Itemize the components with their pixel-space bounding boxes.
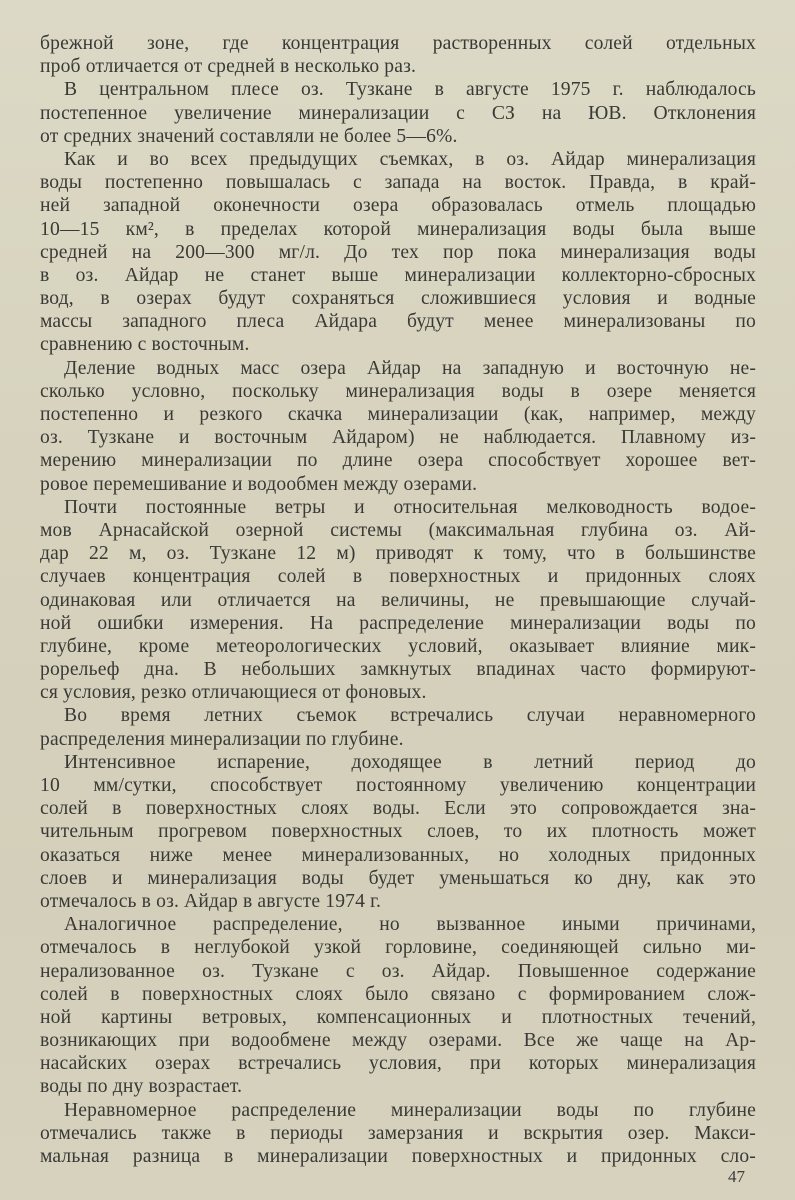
paragraph — [40, 704, 756, 750]
text-line: постепенное увеличение минерализации с СЗ на ЮВ. Отклонения — [40, 102, 756, 124]
text-line: случаев концентрация солей в поверхностных и придонных слоях — [40, 566, 756, 588]
text-line: средней на 200—300 мг/л. До тех пор пока минерализация воды — [40, 241, 756, 263]
paragraph — [40, 496, 756, 705]
text-line: оказаться ниже менее минерализованных, но холодных придонных — [40, 844, 756, 866]
text-line: мов Арнасайской озерной системы (максимальная глубина оз. Ай- — [40, 519, 756, 541]
text-line: Во время летних съемок встречались случаи неравномерного — [64, 705, 756, 727]
text-line: отмечалось в неглубокой узкой горловине, соединяющей сильно ми- — [40, 937, 756, 959]
text-line: ней западной оконечности озера образовалась отмель площадью — [40, 195, 756, 217]
text-line: ся условия, резко отличающиеся от фоновых. — [40, 682, 427, 704]
text-line: брежной зоне, где концентрация растворенных солей отдельных — [40, 33, 756, 54]
text-line: оз. Тузкане и восточным Айдаром) не наблюдается. Плавному из- — [40, 427, 756, 449]
text-line: постепенно и резкого скачка минерализации (как, например, между — [40, 404, 756, 425]
text-line: дар 22 м, оз. Тузкане 12 м) приводят к тому, что в большинстве — [40, 543, 756, 565]
text-line: Почти постоянные ветры и относительная мелководность водое- — [64, 496, 756, 518]
text-line: проб отличается от средней в несколько раз. — [40, 56, 417, 78]
text-line: сколько условно, поскольку минерализация воды в озере меняется — [40, 380, 756, 402]
text-line: отмечалось в оз. Айдар в августе 1974 г. — [40, 890, 382, 912]
text-line: в оз. Айдар не станет выше минерализации коллекторно-сбросных — [40, 264, 756, 286]
text-line: солей в поверхностных слоях воды. Если это сопровождается зна- — [40, 798, 756, 820]
text-line: рорельеф дна. В небольших замкнутых впадинах часто формируют- — [40, 659, 756, 681]
text-line: глубине, кроме метеорологических условий, оказывает влияние мик- — [40, 635, 756, 657]
text-line: 10 мм/сутки, способствует постоянному увеличению концентрации — [40, 775, 756, 796]
text-line: Неравномерное распределение минерализации воды по глубине — [64, 1099, 756, 1121]
text-line: отмечались также в периоды замерзания и вскрытия озер. Макси- — [40, 1122, 756, 1144]
paragraph — [40, 357, 756, 496]
text-line: Как и во всех предыдущих съемках, в оз. Айдар минерализация — [64, 148, 756, 170]
text-line: воды постепенно повышалась с запада на восток. Правда, в край- — [40, 172, 756, 194]
text-line: одинаковая или отличается на величины, не превышающие случай- — [40, 589, 756, 611]
text-line: Деление водных масс озера Айдар на западную и восточную не- — [64, 357, 756, 379]
text-line: ровое перемешивание и водообмен между озерами. — [40, 473, 478, 495]
text-line: солей в поверхностных слоях было связано с формированием слож- — [40, 983, 756, 1005]
text-line: от средних значений составляли не более 5—6%. — [40, 125, 458, 147]
text-line: вод, в озерах будут сохраняться сложившиеся условия и водные — [40, 288, 756, 310]
text-line: сравнению с восточным. — [40, 334, 250, 356]
paragraph — [40, 913, 756, 1099]
text-line: мерению минерализации по длине озера способствует хорошее вет- — [40, 450, 756, 472]
paragraph — [40, 78, 756, 148]
text-line: чительным прогревом поверхностных слоев, то их плотность может — [40, 821, 756, 843]
text-line: ной картины ветровых, компенсационных и плотностных течений, — [40, 1006, 756, 1028]
text-line: 10—15 км², в пределах которой минерализация воды была выше — [40, 218, 756, 240]
text-line: возникающих при водообмене между озерами. Все же чаще на Ар- — [40, 1030, 756, 1052]
text-line: Интенсивное испарение, доходящее в летний период до — [64, 751, 756, 773]
paragraph — [40, 1099, 756, 1169]
text-line: Аналогичное распределение, но вызванное иными причинами, — [64, 914, 756, 936]
paragraph — [40, 32, 756, 78]
page-body — [40, 32, 756, 1168]
text-line: насайских озерах встречались условия, при которых минерализация — [40, 1053, 756, 1075]
text-line: мальная разница в минерализации поверхностных и придонных сло- — [40, 1146, 756, 1167]
text-line: ной ошибки измерения. На распределение минерализации воды по — [40, 612, 756, 634]
text-line: слоев и минерализация воды будет уменьшаться ко дну, как это — [40, 867, 756, 889]
text-line: В центральном плесе оз. Тузкане в августе 1975 г. наблюдалось — [64, 79, 756, 101]
paragraph — [40, 148, 756, 357]
text-line: воды по дну возрастает. — [40, 1076, 243, 1098]
text-line: массы западного плеса Айдара будут менее минерализованы по — [40, 311, 756, 333]
text-line: нерализованное оз. Тузкане с оз. Айдар. Повышенное содержание — [40, 960, 756, 982]
page-number: 47 — [728, 1167, 745, 1186]
text-line: распределения минерализации по глубине. — [40, 728, 404, 750]
paragraph — [40, 751, 756, 913]
